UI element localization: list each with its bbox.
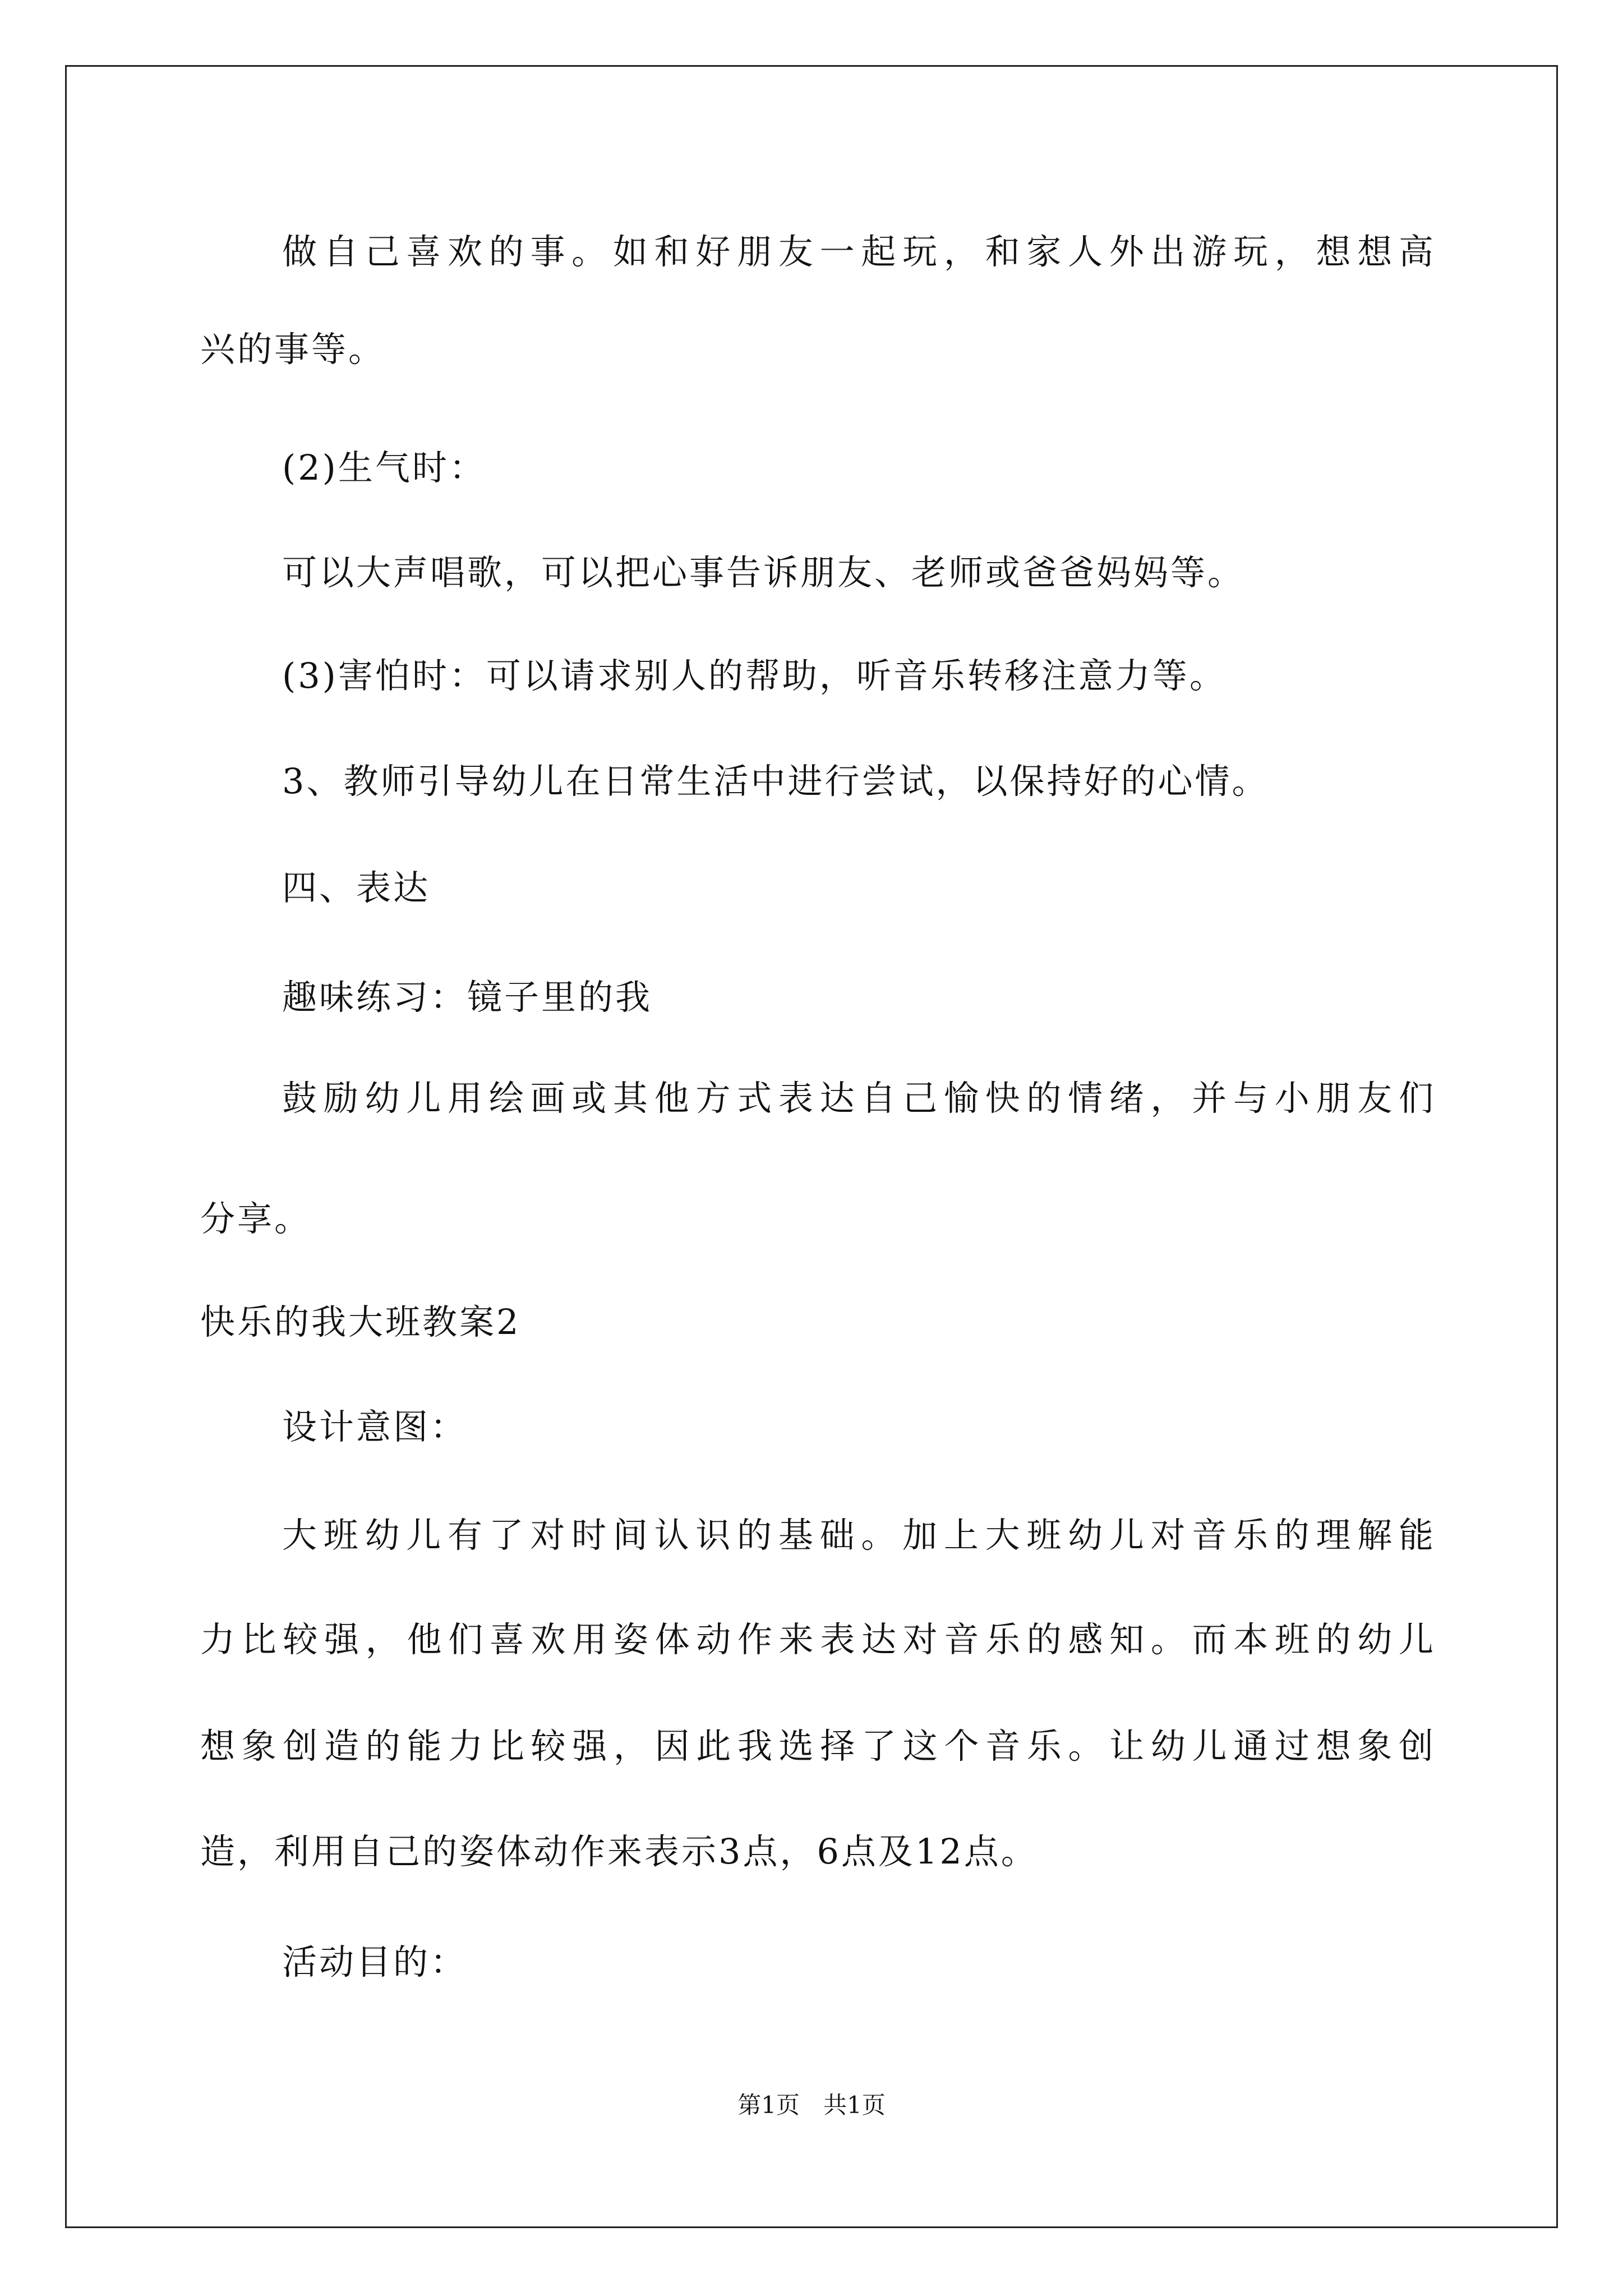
body-line-17: 活动目的： xyxy=(282,1941,468,1982)
body-line-6: 3、教师引导幼儿在日常生活中进行尝试，以保持好的心情。 xyxy=(282,761,1269,802)
body-line-3: (2)生气时： xyxy=(282,447,486,488)
body-line-5: (3)害怕时：可以请求别人的帮助，听音乐转移注意力等。 xyxy=(282,655,1227,696)
body-line-13: 大班幼儿有了对时间认识的基础。加上大班幼儿对音乐的理解能 xyxy=(282,1515,1436,1556)
body-line-1: 做自己喜欢的事。如和好朋友一起玩，和家人外出游玩，想想高 xyxy=(282,231,1436,272)
body-line-4: 可以大声唱歌，可以把心事告诉朋友、老师或爸爸妈妈等。 xyxy=(282,552,1245,593)
body-line-14: 力比较强，他们喜欢用姿体动作来表达对音乐的感知。而本班的幼儿 xyxy=(200,1619,1436,1660)
body-line-15: 想象创造的能力比较强，因此我选择了这个音乐。让幼儿通过想象创 xyxy=(200,1726,1436,1766)
body-line-12: 设计意图： xyxy=(282,1406,468,1447)
body-line-16: 造，利用自己的姿体动作来表示3点，6点及12点。 xyxy=(200,1831,1038,1872)
body-line-9: 鼓励幼儿用绘画或其他方式表达自己愉快的情绪，并与小朋友们 xyxy=(282,1078,1436,1119)
body-line-2: 兴的事等。 xyxy=(200,329,386,370)
document-title-2: 快乐的我大班教案2 xyxy=(200,1301,521,1342)
page-number-footer: 第1页 共1页 xyxy=(737,2091,886,2119)
body-line-10: 分享。 xyxy=(200,1198,312,1239)
page-border xyxy=(65,65,1558,2228)
section-heading-4: 四、表达 xyxy=(282,867,431,908)
body-line-8: 趣味练习：镜子里的我 xyxy=(282,977,653,1018)
